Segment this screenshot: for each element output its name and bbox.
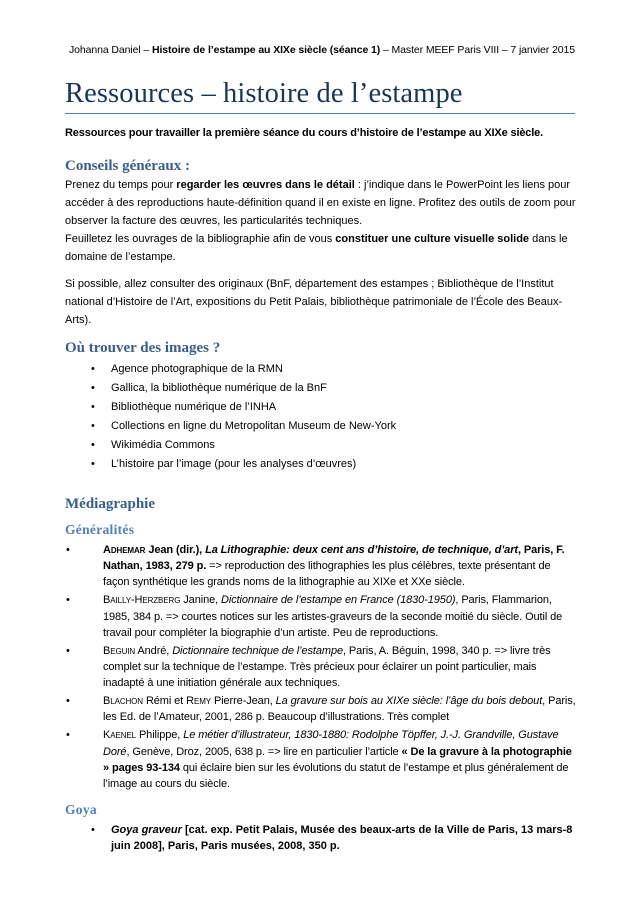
- emphasis-detail: regarder les œuvres dans le détail: [176, 179, 355, 191]
- document-body: [65, 124, 577, 855]
- goya-heading: Goya: [65, 802, 97, 818]
- conseils-paragraph-3: Si possible, allez consulter des originaux (BnF, département des estampes ; Bibliothèque de l’Institut national d’Histoire de l’Art, expositions du Petit Palais, bibliothèque patrimoniale de l’École des Beaux-Arts).: [65, 278, 563, 326]
- header-author: Johanna Daniel –: [69, 44, 152, 56]
- emphasis-culture: constituer une culture visuelle solide: [335, 233, 530, 245]
- conseils-paragraph-2: Feuilletez les ouvrages de la bibliographie afin de vous constituer une culture visuelle solide dans le domaine de l’estampe.: [65, 233, 568, 263]
- list-item: • Collections en ligne du Metropolitan Museum de New-York: [111, 417, 577, 436]
- list-item: • Wikimédia Commons: [111, 436, 577, 455]
- running-header: [66, 44, 578, 56]
- list-item: • Agence photographique de la RMN: [111, 360, 577, 379]
- bibliography-entry: • Blachon Rémi et Remy Pierre-Jean, La gravure sur bois au XIXe siècle: l’âge du bois debout, Paris, les Ed. de l’Amateur, 2001, 286 p. Beaucoup d’illustrations. Très complet: [103, 693, 577, 725]
- list-item: • Bibliothèque numérique de l’INHA: [111, 398, 577, 417]
- mediagraphie-heading: Médiagraphie: [65, 496, 155, 512]
- images-list: [65, 360, 577, 474]
- list-item: • Gallica, la bibliothèque numérique de la BnF: [111, 379, 577, 398]
- bibliography-entry: • Kaenel Philippe, Le métier d’illustrateur, 1830-1880: Rodolphe Töpffer, J.-J. Grandville, Gustave Doré, Genève, Droz, 2005, 638 p. => lire en particulier l’article « De la gravure à la photographie » pages 93-134 qui éclaire bien sur les évolutions du statut de l’estampe et plus généralement de l’image au cours du siècle.: [103, 727, 577, 792]
- bibliography-entry: • Adhemar Jean (dir.), La Lithographie: deux cent ans d’histoire, de technique, d’art, Paris, F. Nathan, 1983, 279 p. => reproduction des lithographies les plus célèbres, texte présentant de façon synthétique les grands noms de la lithographie au XIXe et XXe siècle.: [103, 542, 577, 591]
- goya-list: [65, 822, 577, 854]
- generalites-list: [65, 542, 577, 792]
- list-item: • L’histoire par l’image (pour les analyses d’œuvres): [111, 455, 577, 474]
- header-rest: – Master MEEF Paris VIII – 7 janvier 2015: [380, 44, 575, 56]
- conseils-paragraph-1: Prenez du temps pour regarder les œuvres dans le détail : j’indique dans le PowerPoint les liens pour accéder à des reproductions haute-définition quand il en existe en ligne. Profitez des outils de zoom pour observer la facture des œuvres, les particularités techniques.: [65, 179, 576, 227]
- images-heading: Où trouver des images ?: [65, 340, 221, 356]
- generalites-heading: Généralités: [65, 522, 135, 537]
- intro-text: Ressources pour travailler la première séance du cours d’histoire de l’estampe au XIXe siècle.: [65, 127, 544, 139]
- bibliography-entry: • Goya graveur [cat. exp. Petit Palais, Musée des beaux-arts de la Ville de Paris, 13 mars-8 juin 2008], Paris, Paris musées, 2008, 350 p.: [111, 822, 577, 854]
- header-course: Histoire de l’estampe au XIXe siècle (séance 1): [151, 44, 381, 56]
- bibliography-entry: • Bailly-Herzberg Janine, Dictionnaire de l’estampe en France (1830-1950), Paris, Flammarion, 1985, 384 p. => courtes notices sur les artistes-graveurs de la seconde moitié du siècle. Outil de travail pour compléter la biographie d’un artiste. Peu de reproductions.: [103, 592, 577, 641]
- page-title: Ressources – histoire de l’estampe: [65, 78, 575, 114]
- conseils-heading: Conseils généraux :: [65, 158, 190, 174]
- bibliography-entry: • Beguin André, Dictionnaire technique de l’estampe, Paris, A. Béguin, 1998, 340 p. => livre très complet sur la technique de l’estampe. Très précieux pour éclairer un point particulier, mais inadapté à une initiation générale aux techniques.: [103, 643, 577, 692]
